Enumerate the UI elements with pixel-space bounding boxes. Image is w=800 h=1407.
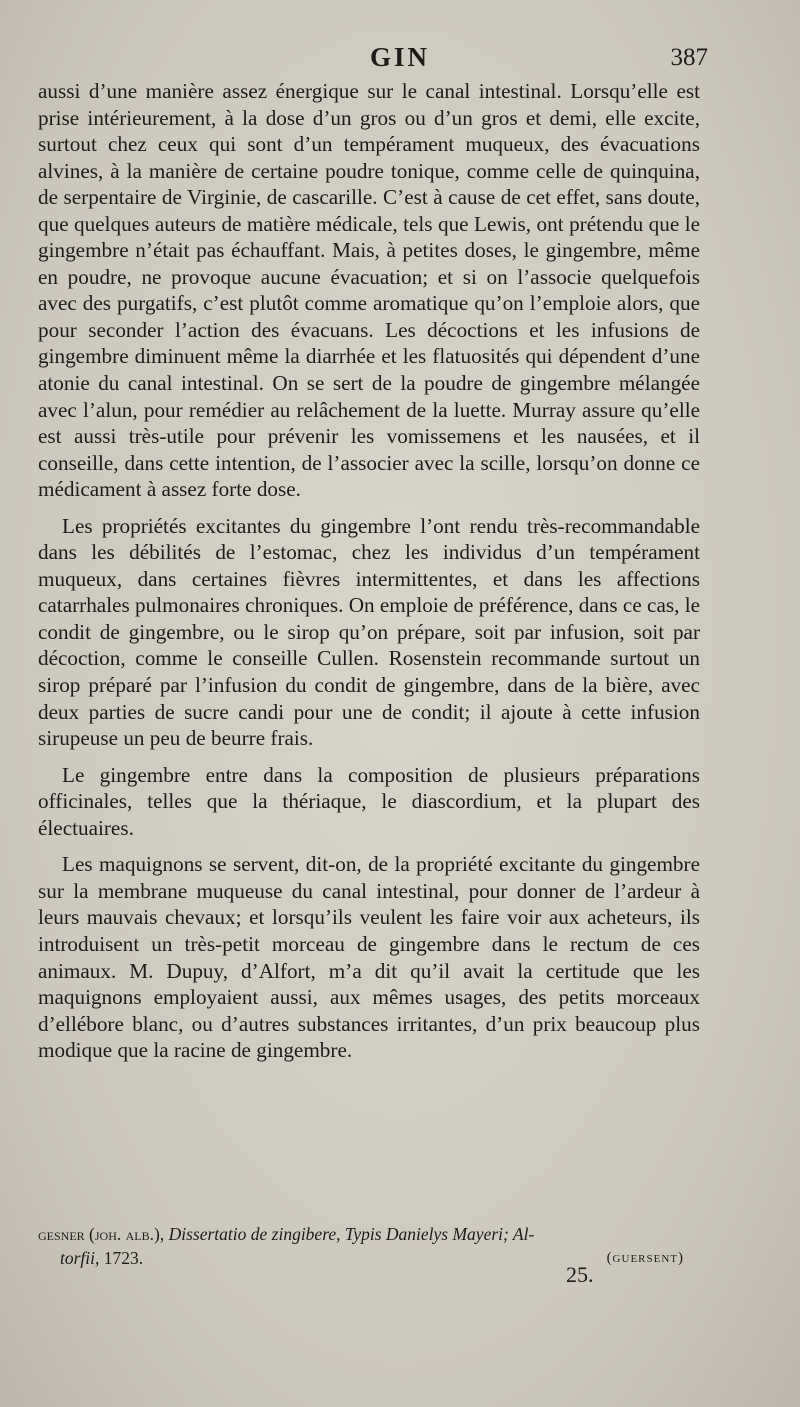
paragraph-1: aussi d’une manière assez énergique sur le canal intestinal. Lorsqu’elle est prise intérieurement, à la dose d’un gros ou d’un gros et demi, elle excite, surtout chez ceux qui sont d’un tempérament muqueux, des évacuations alvines, à la manière de certaine poudre tonique, comme celle de quinquina, de serpentaire de Virginie, de cascarille. C’est à cause de cet effet, sans doute, que quelques auteurs de matière médicale, tels que Lewis, ont prétendu que le gingembre n’était pas échauffant. Mais, à petites doses, le gingembre, même en poudre, ne provoque aucune évacuation; et si on l’associe quelquefois avec des purgatifs, c’est plutôt comme aromatique qu’on l’emploie alors, que pour seconder l’action des évacuans. Les décoctions et les infusions de gingembre diminuent même la diarrhée et les flatuosités qui dépendent d’une atonie du canal intestinal. On se sert de la poudre de gingembre mélangée avec l’alun, pour remédier au relâchement de la luette. Murray assure qu’elle est aussi très-utile pour prévenir les vomissemens et les nausées, et il conseille, dans cette intention, de l’associer avec la scille, lorsqu’on donne ce médicament à assez forte dose. bbox=[38, 79, 700, 502]
signature-mark: 25. bbox=[566, 1262, 594, 1287]
main-text bbox=[38, 78, 700, 1064]
bibliography-line-1 bbox=[38, 1222, 700, 1246]
cited-imprint: Typis Danielys Mayeri; Al- bbox=[344, 1224, 535, 1244]
cited-year: 1723. bbox=[103, 1248, 144, 1268]
running-head: GIN bbox=[369, 42, 430, 72]
cited-title: Dissertatio de zingibere, bbox=[168, 1224, 341, 1244]
bibliography-note bbox=[38, 1222, 700, 1270]
article-author: (guersent) bbox=[606, 1250, 684, 1266]
page-header bbox=[0, 42, 800, 78]
cited-author-detail: (joh. alb.), bbox=[89, 1224, 165, 1244]
bibliography-line-2 bbox=[38, 1246, 700, 1270]
page-number: 387 bbox=[670, 44, 708, 71]
paragraph-3: Le gingembre entre dans la composition de plusieurs préparations officinales, telles que la thériaque, le diascordium, et la plupart des électuaires. bbox=[38, 762, 700, 840]
cited-author: gesner bbox=[38, 1224, 85, 1244]
cited-place: torfii, bbox=[60, 1248, 100, 1268]
paragraph-4: Les maquignons se servent, dit-on, de la propriété excitante du gingembre sur la membrane muqueuse du canal intestinal, pour donner de l’ardeur à leurs mauvais chevaux; et lorsqu’ils veulent les faire voir aux acheteurs, ils introduisent un très-petit morceau de gingembre dans le rectum de ces animaux. M. Dupuy, d’Alfort, m’a dit qu’il avait la certitude que les maquignons employaient aussi, aux mêmes usages, des petits morceaux d’ellébore blanc, ou d’autres substances irritantes, d’un prix beaucoup plus modique que la racine de gingembre. bbox=[38, 852, 700, 1063]
paragraph-2: Les propriétés excitantes du gingembre l’ont rendu très-recommandable dans les débilités de l’estomac, chez les individus d’un tempérament muqueux, dans certaines fièvres intermittentes, et dans les affections catarrhales pulmonaires chroniques. On emploie de préférence, dans ce cas, le condit de gingembre, ou le sirop qu’on prépare, soit par infusion, soit par décoction, comme le conseille Cullen. Rosenstein recommande surtout un sirop préparé par l’infusion du condit de gingembre, dans de la bière, avec deux parties de sucre candi pour une de condit; il ajoute à cette infusion sirupeuse un peu de beurre frais. bbox=[38, 513, 700, 751]
